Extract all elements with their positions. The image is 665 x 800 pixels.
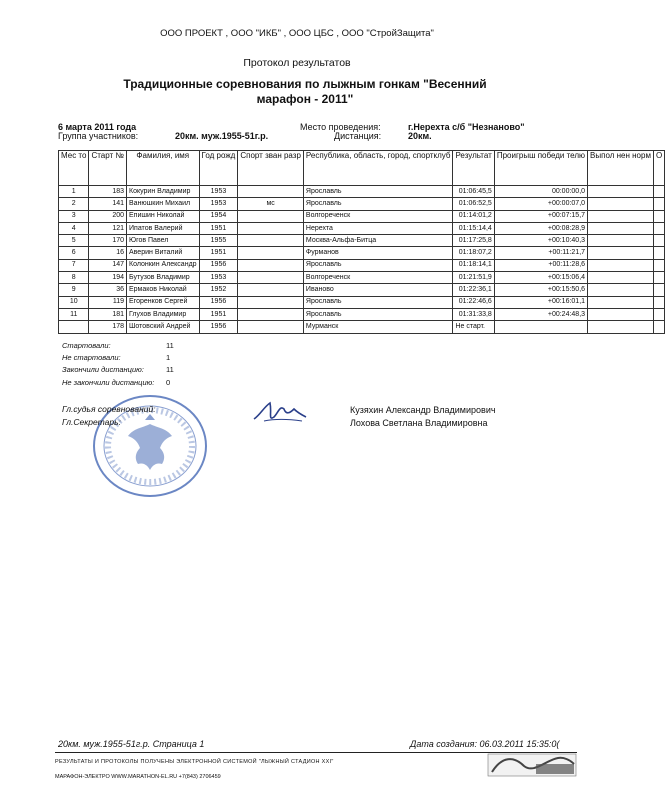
header-result: Результат: [453, 151, 494, 186]
cell-name: Колонкин Александр: [127, 259, 200, 271]
table-row: [59, 210, 665, 222]
cell-result: 01:18:07,2: [453, 247, 494, 259]
place-value: г.Нерехта с/б "Незнаново": [408, 122, 525, 132]
cell-club: Волгореченск: [303, 272, 453, 284]
cell-rank: [238, 186, 304, 198]
cell-extra: [653, 210, 664, 222]
cell-name: Кокурин Владимир: [127, 186, 200, 198]
cell-gap: +00:10:40,3: [494, 235, 587, 247]
cell-rank: [238, 222, 304, 234]
cell-year: 1952: [199, 284, 238, 296]
statistics-block: [62, 340, 174, 389]
cell-year: 1951: [199, 247, 238, 259]
cell-place: [59, 321, 89, 333]
secretary-label: Гл.Секретарь:: [62, 417, 121, 427]
cell-extra: [653, 321, 664, 333]
cell-gap: +00:11:21,7: [494, 247, 587, 259]
cell-year: 1953: [199, 198, 238, 210]
cell-rank: [238, 259, 304, 271]
footer-system-note: РЕЗУЛЬТАТЫ И ПРОТОКОЛЫ ПОЛУЧЕНЫ ЭЛЕКТРОННОЙ СИСТЕМОЙ "ЛЫЖНЫЙ СТАДИОН XXI": [55, 759, 334, 765]
cell-rank: [238, 272, 304, 284]
cell-place: 5: [59, 235, 89, 247]
cell-club: Ярославль: [303, 296, 453, 308]
cell-year: 1956: [199, 321, 238, 333]
cell-norm: [588, 235, 654, 247]
table-row: [59, 247, 665, 259]
cell-result: Не старт.: [453, 321, 494, 333]
stat-finished: [62, 364, 174, 376]
group-label: Группа участников:: [58, 131, 139, 141]
footer-contacts: МАРАФОН-ЭЛЕКТРО WWW.MARATHON-EL.RU +7(843) 2706459: [55, 774, 221, 780]
cell-gap: +00:16:01,1: [494, 296, 587, 308]
cell-gap: +00:11:28,6: [494, 259, 587, 271]
cell-club: Ярославль: [303, 186, 453, 198]
cell-club: Фурманов: [303, 247, 453, 259]
cell-result: 01:18:14,1: [453, 259, 494, 271]
cell-place: 6: [59, 247, 89, 259]
cell-extra: [653, 296, 664, 308]
judge-label: Гл.судья соревнований:: [62, 404, 156, 414]
table-row: [59, 235, 665, 247]
cell-start: 183: [89, 186, 127, 198]
cell-rank: [238, 284, 304, 296]
secretary-name: Лохова Светлана Владимировна: [350, 418, 488, 428]
cell-rank: [238, 296, 304, 308]
header-rank: Спорт зван разр: [238, 151, 304, 186]
cell-name: Ванюшкин Михаил: [127, 198, 200, 210]
protocol-heading: Протокол результатов: [243, 57, 351, 69]
cell-year: 1953: [199, 272, 238, 284]
cell-club: Волгореченск: [303, 210, 453, 222]
marathon-logo: [488, 752, 576, 778]
cell-norm: [588, 272, 654, 284]
competition-title: [120, 77, 490, 107]
distance-value: 20км.: [408, 131, 432, 141]
cell-result: 01:22:46,6: [453, 296, 494, 308]
cell-result: 01:06:52,5: [453, 198, 494, 210]
judge-signature: [250, 395, 310, 431]
cell-result: 01:14:01,2: [453, 210, 494, 222]
cell-place: 3: [59, 210, 89, 222]
distance-label: Дистанция:: [334, 131, 382, 141]
place-label: Место проведения:: [300, 122, 381, 132]
table-row: [59, 272, 665, 284]
cell-place: 4: [59, 222, 89, 234]
header-gap: Проигрыш победи телю: [494, 151, 587, 186]
cell-start: 16: [89, 247, 127, 259]
header-club: Республика, область, город, спортклуб: [303, 151, 453, 186]
cell-extra: [653, 308, 664, 320]
stat-label: Стартовали:: [62, 341, 111, 350]
cell-extra: [653, 222, 664, 234]
header-extra: О: [653, 151, 664, 186]
cell-rank: [238, 247, 304, 259]
footer-created: Дата создания: 06.03.2011 15:35:0(: [410, 739, 560, 749]
cell-name: Глухов Владимир: [127, 308, 200, 320]
cell-start: 181: [89, 308, 127, 320]
group-value: 20км. муж.1955-51г.р.: [175, 131, 269, 141]
cell-start: 121: [89, 222, 127, 234]
cell-norm: [588, 296, 654, 308]
table-row: [59, 198, 665, 210]
cell-name: Ипатов Валерий: [127, 222, 200, 234]
cell-extra: [653, 198, 664, 210]
cell-norm: [588, 284, 654, 296]
cell-year: 1953: [199, 186, 238, 198]
cell-norm: [588, 321, 654, 333]
cell-rank: мс: [238, 198, 304, 210]
cell-result: 01:06:45,5: [453, 186, 494, 198]
cell-extra: [653, 272, 664, 284]
cell-rank: [238, 321, 304, 333]
header-name: Фамилия, имя: [127, 151, 200, 186]
table-row: [59, 259, 665, 271]
cell-extra: [653, 259, 664, 271]
cell-name: Бутузов Владимир: [127, 272, 200, 284]
stat-not-finished: [62, 377, 171, 389]
cell-norm: [588, 308, 654, 320]
cell-extra: [653, 186, 664, 198]
cell-extra: [653, 247, 664, 259]
stat-value: 1: [166, 353, 171, 363]
cell-extra: [653, 284, 664, 296]
stat-started: [62, 340, 174, 352]
stat-value: 11: [166, 365, 174, 375]
event-date: 6 марта 2011 года: [58, 122, 137, 132]
title-line-1: Традиционные соревнования по лыжным гонкам "Весенний: [123, 77, 487, 91]
cell-start: 200: [89, 210, 127, 222]
cell-start: 36: [89, 284, 127, 296]
header-year: Год рожд: [199, 151, 238, 186]
cell-club: Ярославль: [303, 308, 453, 320]
cell-gap: +00:15:50,6: [494, 284, 587, 296]
stat-not-started: [62, 352, 171, 364]
cell-start: 170: [89, 235, 127, 247]
cell-gap: +00:15:06,4: [494, 272, 587, 284]
cell-result: 01:17:25,8: [453, 235, 494, 247]
cell-rank: [238, 210, 304, 222]
cell-place: 8: [59, 272, 89, 284]
cell-club: Мурманск: [303, 321, 453, 333]
table-row: [59, 321, 665, 333]
cell-gap: 00:00:00,0: [494, 186, 587, 198]
cell-result: 01:21:51,9: [453, 272, 494, 284]
header-start: Старт №: [89, 151, 127, 186]
table-header-row: [59, 151, 665, 186]
cell-place: 10: [59, 296, 89, 308]
cell-year: 1951: [199, 308, 238, 320]
cell-norm: [588, 210, 654, 222]
cell-norm: [588, 186, 654, 198]
footer-group-page: 20км. муж.1955-51г.р. Страница 1: [58, 739, 205, 749]
cell-club: Ярославль: [303, 198, 453, 210]
cell-start: 147: [89, 259, 127, 271]
table-row: [59, 222, 665, 234]
cell-club: Москва-Альфа-Битца: [303, 235, 453, 247]
cell-year: 1956: [199, 296, 238, 308]
cell-place: 11: [59, 308, 89, 320]
cell-place: 2: [59, 198, 89, 210]
cell-place: 7: [59, 259, 89, 271]
officials-names: [350, 404, 496, 430]
cell-extra: [653, 235, 664, 247]
stat-value: 11: [166, 341, 174, 350]
cell-place: 9: [59, 284, 89, 296]
cell-result: 01:31:33,8: [453, 308, 494, 320]
cell-result: 01:15:14,4: [453, 222, 494, 234]
cell-norm: [588, 247, 654, 259]
cell-rank: [238, 308, 304, 320]
table-row: [59, 284, 665, 296]
stat-value: 0: [166, 377, 171, 387]
header-norm: Выпол нен норм: [588, 151, 654, 186]
cell-name: Ермаков Николай: [127, 284, 200, 296]
cell-name: Шотовский Андрей: [127, 321, 200, 333]
cell-club: Ярославль: [303, 259, 453, 271]
cell-name: Аверин Виталий: [127, 247, 200, 259]
stat-label: Закончили дистанцию:: [62, 365, 144, 375]
cell-norm: [588, 259, 654, 271]
cell-year: 1951: [199, 222, 238, 234]
cell-club: Нерехта: [303, 222, 453, 234]
cell-start: 178: [89, 321, 127, 333]
cell-start: 119: [89, 296, 127, 308]
title-line-2: марафон - 2011": [256, 92, 354, 106]
results-table: [58, 150, 665, 334]
cell-start: 194: [89, 272, 127, 284]
table-row: [59, 308, 665, 320]
cell-name: Югов Павел: [127, 235, 200, 247]
cell-start: 141: [89, 198, 127, 210]
cell-name: Епишин Николай: [127, 210, 200, 222]
cell-rank: [238, 235, 304, 247]
cell-club: Иваново: [303, 284, 453, 296]
organizers: ООО ПРОЕКТ , ООО "ИКБ" , ООО ЦБС , ООО "СтройЗащита": [160, 28, 434, 39]
cell-gap: [494, 321, 587, 333]
cell-norm: [588, 198, 654, 210]
cell-place: 1: [59, 186, 89, 198]
table-row: [59, 186, 665, 198]
cell-gap: +00:00:07,0: [494, 198, 587, 210]
cell-gap: +00:24:48,3: [494, 308, 587, 320]
cell-norm: [588, 222, 654, 234]
cell-gap: +00:08:28,9: [494, 222, 587, 234]
cell-name: Егоренков Сергей: [127, 296, 200, 308]
header-place: Мес то: [59, 151, 89, 186]
table-row: [59, 296, 665, 308]
judge-name: Кузяхин Александр Владимирович: [350, 405, 496, 415]
stat-label: Не стартовали:: [62, 353, 121, 363]
stat-label: Не закончили дистанцию:: [62, 377, 155, 387]
cell-year: 1955: [199, 235, 238, 247]
cell-result: 01:22:36,1: [453, 284, 494, 296]
cell-gap: +00:07:15,7: [494, 210, 587, 222]
cell-year: 1954: [199, 210, 238, 222]
cell-year: 1956: [199, 259, 238, 271]
